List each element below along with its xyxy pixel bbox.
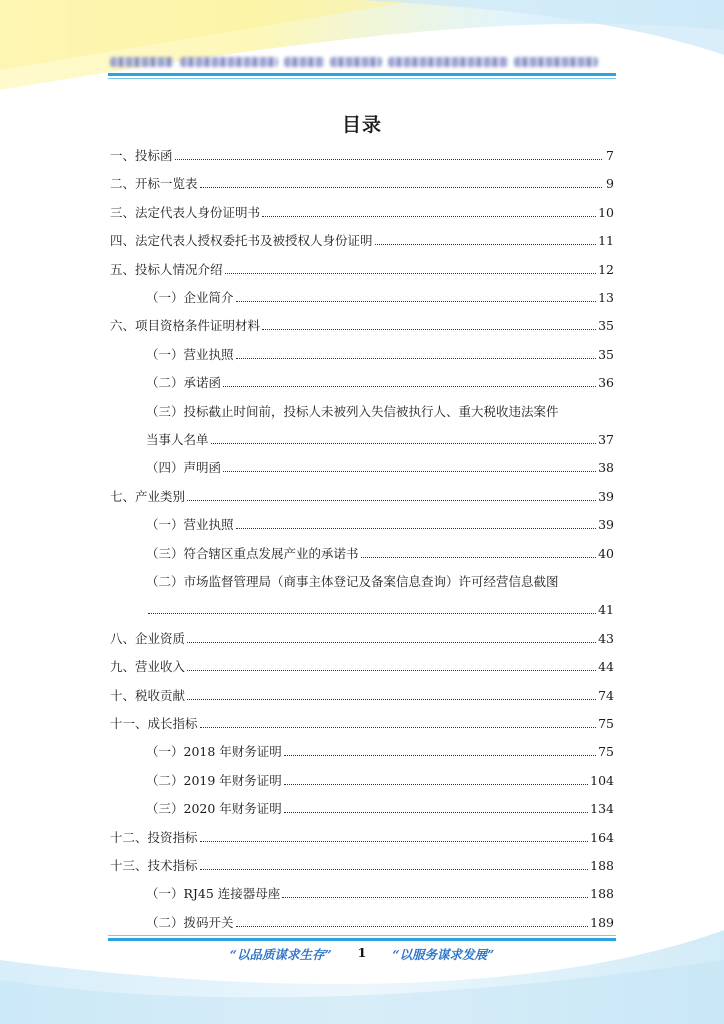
toc-entry[interactable] [146, 431, 614, 449]
header-rule [108, 73, 616, 76]
toc-entry-page-number: 75 [598, 716, 614, 731]
toc-entry-label: 二、开标一览表 [110, 176, 198, 192]
toc-entry[interactable] [146, 545, 614, 563]
toc-entry-page-number: 13 [598, 290, 614, 305]
toc-entry[interactable] [110, 829, 614, 847]
header-company-name [110, 55, 606, 69]
toc-entry-label: 三、法定代表人身份证明书 [110, 204, 261, 220]
toc-entry-page-number: 10 [598, 204, 614, 220]
toc-entry-page-number: 164 [590, 829, 614, 845]
toc-entry-page-number: 43 [598, 630, 614, 646]
toc-dot-leader [361, 545, 597, 558]
toc-entry-page-number: 188 [590, 858, 614, 873]
toc-dot-leader [236, 289, 597, 302]
toc-entry-page-number: 75 [598, 744, 614, 760]
toc-entry-label: 四、法定代表人授权委托书及被授权人身份证明 [110, 233, 373, 249]
toc-entry-label: 一、投标函 [110, 148, 173, 163]
toc-entry[interactable] [146, 800, 614, 818]
toc-dot-leader [200, 857, 589, 870]
toc-entry-label: （三）符合辖区重点发展产业的承诺书 [146, 545, 359, 561]
toc-dot-leader [375, 232, 597, 245]
toc-dot-leader [262, 204, 596, 217]
toc-entry[interactable] [110, 317, 614, 335]
toc-dot-leader [200, 829, 589, 842]
toc-entry-label: 十三、技术指标 [110, 858, 198, 873]
footer-rule [108, 938, 616, 941]
toc-entry[interactable] [110, 658, 614, 676]
toc-entry-label: （三）2020 年财务证明 [146, 801, 282, 817]
toc-entry[interactable] [110, 147, 614, 165]
toc-entry[interactable] [110, 715, 614, 733]
toc-entry-page-number: 35 [598, 346, 614, 362]
toc-entry-label: 十、税收贡献 [110, 687, 186, 703]
toc-dot-leader [148, 601, 596, 614]
toc-entry-page-number: 7 [606, 148, 614, 163]
toc-entry-label: （一）企业简介 [146, 290, 234, 305]
toc-entry[interactable] [146, 516, 614, 534]
toc-entry-line: （二）市场监督管理局（商事主体登记及备案信息查询）许可经营信息截图 [146, 574, 559, 589]
footer-slogan-right: “以服务谋求发展” [392, 947, 495, 962]
toc-entry-page-number: 36 [598, 375, 614, 391]
toc-entry[interactable] [146, 885, 614, 903]
toc-entry[interactable] [146, 914, 614, 932]
toc-entry-page-number: 40 [598, 545, 614, 561]
toc-entry-label: 十一、成长指标 [110, 716, 198, 731]
toc-dot-leader [187, 658, 596, 671]
toc-entry-page-number: 44 [598, 659, 614, 675]
toc-dot-leader [225, 261, 597, 274]
toc-dot-leader [211, 431, 597, 444]
toc-entry[interactable] [146, 459, 614, 477]
toc-dot-leader [284, 743, 596, 756]
toc-dot-leader [223, 374, 596, 387]
toc-dot-leader [236, 346, 597, 359]
toc-entry-label: （一）2018 年财务证明 [146, 744, 282, 760]
toc-entry-label: 八、企业资质 [110, 630, 186, 646]
toc-dot-leader [175, 147, 602, 160]
page-title: 目录 [341, 114, 382, 136]
toc-entry-label: （二）拨码开关 [146, 914, 234, 930]
toc-entry-page-number: 38 [598, 460, 614, 476]
toc-dot-leader [200, 715, 597, 728]
toc-entry-label: （四）声明函 [146, 460, 222, 476]
toc-dot-leader [236, 516, 597, 529]
toc-entry-page-number: 35 [598, 318, 614, 334]
toc-entry-label: 五、投标人情况介绍 [110, 261, 223, 277]
toc-entry[interactable] [146, 374, 614, 392]
toc-dot-leader [187, 687, 596, 700]
toc-entry[interactable] [146, 743, 614, 761]
footer [0, 945, 724, 963]
toc-dot-leader [284, 772, 588, 785]
toc-entry-label: 七、产业类别 [110, 488, 186, 504]
toc-entry-page-number: 104 [590, 772, 614, 788]
toc-entry[interactable] [110, 630, 614, 648]
toc-entry-label: 九、营业收入 [110, 659, 186, 675]
toc-dot-leader [187, 630, 596, 643]
toc-entry-page-number: 37 [598, 432, 614, 447]
toc-entry-label: 十二、投资指标 [110, 829, 198, 845]
toc-dot-leader [284, 800, 588, 813]
toc-entry-page-number: 39 [598, 488, 614, 504]
toc-entry[interactable] [146, 346, 614, 364]
toc-entry-page-number: 189 [590, 914, 614, 930]
toc-entry-page-number: 12 [598, 261, 614, 277]
toc-entry-page-number: 41 [598, 602, 614, 618]
toc-entry-label: 六、项目资格条件证明材料 [110, 318, 261, 334]
toc-dot-leader [262, 317, 596, 330]
toc-dot-leader [223, 459, 596, 472]
toc-entry[interactable] [110, 857, 614, 875]
footer-slogan-left: “以品质谋求生存” [229, 947, 332, 962]
toc-dot-leader [200, 175, 602, 188]
toc-entry-page-number: 11 [598, 233, 614, 249]
toc-entry[interactable] [146, 772, 614, 790]
toc-entry-page-number: 39 [598, 517, 614, 533]
toc-entry-label: （二）承诺函 [146, 375, 222, 391]
toc-dot-leader [282, 885, 588, 898]
toc-entry-page-number: 74 [598, 687, 614, 703]
toc-entry-label: 当事人名单 [146, 432, 209, 447]
toc-entry[interactable] [146, 601, 614, 619]
toc-entry[interactable] [110, 175, 614, 193]
toc-dot-leader [236, 914, 589, 927]
toc-entry-page-number: 188 [590, 886, 614, 902]
toc-entry-label: （一）RJ45 连接器母座 [146, 886, 281, 902]
toc-entry-label: （一）营业执照 [146, 517, 234, 533]
toc-entry-line: （三）投标截止时间前，投标人未被列入失信被执行人、重大税收违法案件 [146, 403, 559, 419]
toc-entry-label: （二）2019 年财务证明 [146, 772, 282, 788]
toc-entry[interactable] [110, 232, 614, 250]
toc-entry[interactable] [110, 261, 614, 279]
toc-entry[interactable] [110, 687, 614, 705]
toc-entry[interactable] [110, 488, 614, 506]
page-number: 1 [357, 945, 367, 960]
toc-dot-leader [187, 488, 596, 501]
toc-entry-label: （一）营业执照 [146, 346, 234, 362]
toc-entry-page-number: 9 [606, 176, 614, 192]
toc-entry[interactable] [110, 204, 614, 222]
toc-entry[interactable] [146, 289, 614, 307]
toc-entry-page-number: 134 [590, 801, 614, 817]
